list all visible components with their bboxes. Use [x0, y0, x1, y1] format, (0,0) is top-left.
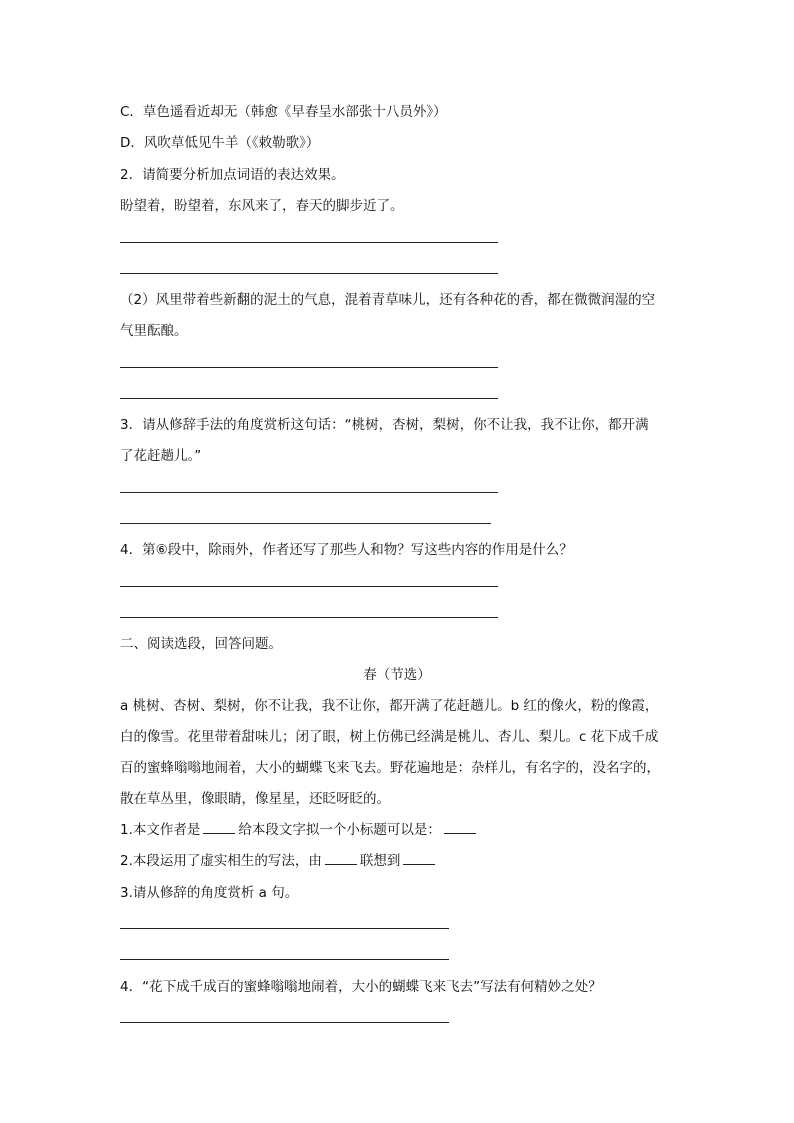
passage-question-2	[120, 852, 438, 870]
answer-line[interactable]	[120, 242, 498, 243]
answer-line[interactable]	[120, 617, 498, 618]
answer-line[interactable]	[120, 367, 498, 368]
passage-question-2-text-b: 联想到	[359, 853, 401, 869]
section-2-heading: 二、阅读选段，回答问题。	[120, 636, 282, 652]
question-3-part2: 了花赶趟儿。”	[120, 448, 202, 464]
answer-line[interactable]	[120, 492, 498, 493]
answer-line[interactable]	[120, 273, 498, 274]
passage-question-1-text-a: 1.本文作者是	[120, 822, 201, 838]
question-4: 4．第⑥段中，除雨外，作者还写了那些人和物？写这些内容的作用是什么？	[120, 542, 573, 558]
question-2-title: 2．请简要分析加点词语的表达效果。	[120, 167, 345, 183]
passage-title: 春（节选）	[363, 667, 431, 683]
fill-blank[interactable]	[203, 833, 235, 834]
answer-line[interactable]	[120, 928, 449, 929]
answer-line[interactable]	[120, 586, 498, 587]
option-d: D．风吹草低见牛羊（《敕勒歌》）	[120, 135, 320, 151]
question-2-sentence-2-part1: （2）风里带着些新翻的泥土的气息，混着青草味儿，还有各种花的香，都在微微润湿的空	[120, 292, 656, 308]
question-2-sentence-1: 盼望着，盼望着，东风来了，春天的脚步近了。	[120, 198, 404, 214]
answer-line[interactable]	[120, 523, 491, 524]
passage-question-3: 3.请从修辞的角度赏析 a 句。	[120, 885, 299, 901]
passage-line-2: 白的像雪。花里带着甜味儿；闭了眼，树上仿佛已经满是桃儿、杏儿、梨儿。c 花下成千成	[120, 729, 659, 745]
passage-line-3: 百的蜜蜂嗡嗡地闹着，大小的蝴蝶飞来飞去。野花遍地是：杂样儿，有名字的，没名字的，	[120, 760, 660, 776]
option-c: C．草色遥看近却无（韩愈《早春呈水部张十八员外》）	[120, 104, 447, 120]
passage-line-1: a 桃树、杏树、梨树，你不让我，我不让你，都开满了花赶趟儿。b 红的像火，粉的像霞，	[120, 698, 659, 714]
question-2-sentence-2-part2: 气里酝酿。	[120, 323, 188, 339]
answer-line[interactable]	[120, 398, 498, 399]
passage-question-1-text-b: 给本段文字拟一个小标题可以是：	[238, 822, 441, 838]
passage-question-4: 4．“花下成千成百的蜜蜂嗡嗡地闹着，大小的蝴蝶飞来飞去”写法有何精妙之处？	[120, 979, 602, 995]
fill-blank[interactable]	[444, 833, 476, 834]
passage-question-1	[120, 821, 479, 839]
fill-blank[interactable]	[325, 864, 357, 865]
answer-line[interactable]	[120, 959, 449, 960]
question-3-part1: 3．请从修辞手法的角度赏析这句话：“桃树，杏树，梨树，你不让我，我不让你，都开满	[120, 417, 649, 433]
passage-line-4: 散在草丛里，像眼睛，像星星，还眨呀眨的。	[120, 791, 390, 807]
passage-question-2-text-a: 2.本段运用了虚实相生的写法，由	[120, 853, 322, 869]
answer-line[interactable]	[120, 1022, 449, 1023]
fill-blank[interactable]	[403, 864, 435, 865]
